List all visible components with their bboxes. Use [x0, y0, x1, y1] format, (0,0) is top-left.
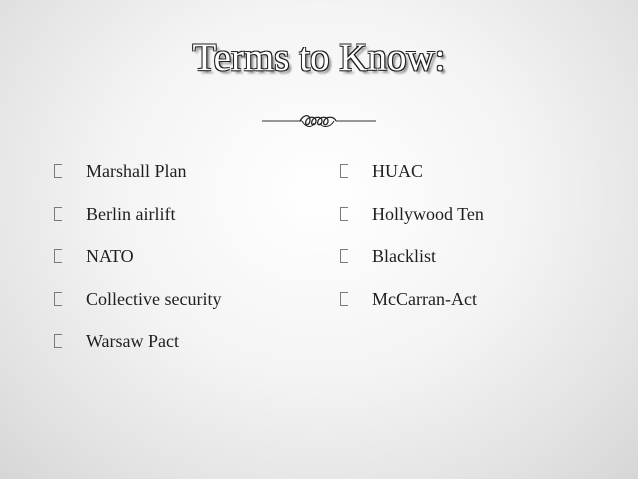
bracket-bullet-icon [340, 249, 348, 263]
term-label: Collective security [86, 288, 222, 309]
flourish-divider-icon [262, 112, 376, 130]
bracket-bullet-icon [54, 249, 62, 263]
term-label: NATO [86, 246, 134, 266]
term-label: Marshall Plan [86, 161, 187, 181]
term-label: HUAC [372, 161, 424, 181]
term-label: Hollywood Ten [372, 203, 484, 224]
bracket-bullet-icon [54, 334, 62, 348]
term-label: Blacklist [372, 246, 436, 266]
term-label: McCarran-Act [372, 288, 477, 309]
bracket-bullet-icon [54, 164, 62, 178]
bracket-bullet-icon [340, 207, 348, 221]
bracket-bullet-icon [54, 207, 62, 221]
bracket-bullet-icon [340, 292, 348, 306]
bracket-bullet-icon [54, 292, 62, 306]
slide-title: Terms to Know: [192, 36, 446, 79]
term-label: Warsaw Pact [86, 331, 180, 351]
bracket-bullet-icon [340, 164, 348, 178]
term-label: Berlin airlift [86, 203, 176, 224]
